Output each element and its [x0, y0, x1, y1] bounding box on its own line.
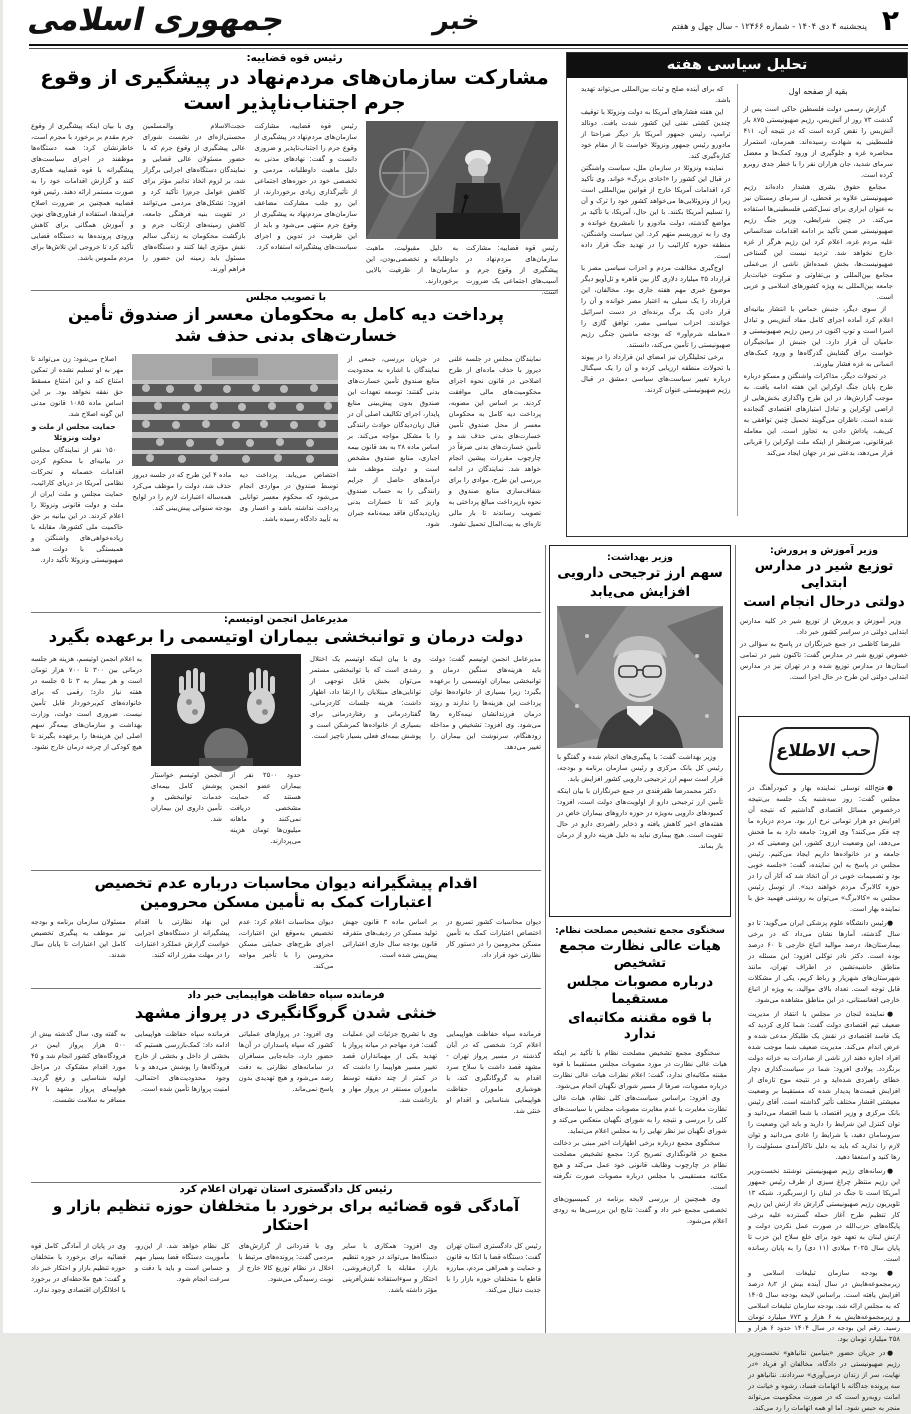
item-body [740, 616, 908, 683]
article-column: رئیس قوه قضاییه، مشارکت سازمان‌های مردم‌نهاد در پیشگیری از وقوع جرم را اجتناب‌ناپذیر و ضروری دانست و گفت: نهادهای مدنی به دلیل ماهیت داوطلبانه، مردمی و تخصصی خود در حوزه‌های اجتماعی از تأثیرگذاری زیادی برخوردارند، از این رو جلب مشارکت مضاعف سازمان‌های مردم‌نهاد به پیشگیری از وقوع جرم منتهی می‌شود و باید از این ظرفیت در تدوین و اجرای سیاست‌های پیشگیرانه استفاده کرد. [254, 122, 357, 251]
item-headline-line2: افزایش می‌یابد [589, 583, 691, 600]
item-kicker: وزیر آموزش و پرورش: [769, 545, 879, 556]
article-autism [31, 614, 541, 868]
hobb-bullet-item: ●نماینده لنجان در مجلس با انتقاد از مدیریت ضعیف تیم اقتصادی دولت گفت: شما کاری کردید که یک فاسد اقتصادی در نقش یک طلبکار مدعی شده و عرض اندام می‌کند. مدیریت ضعیف شما موجب شده افراد اجازه دهند ارز ناشی از صادرات به خزانه دولت برنگردد. پولادی افزود: شما در سیاست‌گذاری دچار خطای راهبردی شده‌اید و در نتیجه موج تازه‌ای از افزایش قیمت‌ها پدیدار شده که مستقیما بر وضعیت معیشتی اقشار مختلف تأثیر گذاشته است. آقای رئیس بانک مرکزی و وزیر اقتصاد، یا شما اقتصاد می‌دانید و توان کنترل این شرایط را دارید و باید این وضعیت را سروسامان دهید، یا شرایط را عادی می‌دانید و توان لازم را ندارید که باید به دلیل ناکارآمدی مسئولیت را رها کنید و استعفا دهید. [748, 1010, 900, 1161]
article-column: به گفته وی، سال گذشته بیش از ۵۰۰ هزار پرواز ایمن در فرودگاه‌های کشور انجام شد و ۴۵ مورد اقدام مشکوک در مراحل اولیه شناسایی و رفع گردید. هواپیمای پرواز مشهد با ۶۷ مسافر به سلامت نشست. [31, 1030, 126, 1104]
analysis-paragraph: گزارش رسمی دولت فلسطین حاکی است پس از گذشت ۷۳ روز از آتش‌بس، رژیم صهیونیستی ۸۷۵ بار آتش‌بس را نقض کرده است که در نتیجه آن، ۴۱۱ فلسطینی به شهادت رسیده‌اند. همزمان، استمرار محاصره غزه و جلوگیری از ورود کمک‌ها و معضل سرمای شدید، جان هزاران نفر را با خطر جدی روبرو کرده است. [743, 104, 893, 179]
column-divider [545, 545, 546, 1333]
analysis-paragraph: که برای آینده صلح و ثبات بین‌المللی می‌تواند تهدید باشد. [581, 85, 731, 104]
analysis-column-left [575, 84, 737, 516]
hobb-items [748, 783, 900, 1414]
article-column: وی با تشریح جزئیات این عملیات گفت: فرد مهاجم در میانه پرواز با تهدید یکی از مهمانداران قصد تغییر مسیر هواپیما را داشت که در کمتر از چند دقیقه توسط ماموران مستقر در پرواز مهار و بازداشت شد. [342, 1030, 438, 1104]
hobb-bullet-item: ●بودجه سازمان تبلیغات اسلامی و زیرمجموعه‌هایش در سال آینده بیش از ۸٫۲ درصد افزایش یافته است. براساس لایحه بودجه سال ۱۴۰۵ که به مجلس ارائه شد، بودجه سازمان تبلیغات اسلامی و زیرمجموعه‌هایش به ۶ هزار و ۷۷۳ میلیارد تومان رسید. رقم این بودجه در سال ۱۴۰۴ حدود ۶ هزار و ۲۵۸ میلیارد تومان بود. [748, 1269, 900, 1343]
under-photo-text: رئیس قوه قضاییه: مشارکت سازمان‌های مردم‌نهاد در پیشگیری از وقوع جرم و آسیب‌های اجتماعی یک ضرورت است. [466, 244, 558, 296]
article-column: رئیس کل دادگستری استان تهران گفت: دستگاه قضا با اتکا به قانون و حمایت و همراهی مردم، مبارزه قاطع با متخلفان حوزه بازار را با جدیت دنبال می‌کند. [446, 1241, 541, 1294]
hobb-ol-ettela-logo: حب الاطلاع [768, 727, 881, 775]
article-divider [31, 988, 541, 989]
article-column: دیوان محاسبات اعلام کرد: عدم تخصیص به‌موقع این اعتبارات، اجرای طرح‌های حمایتی مسکن محرومین را با تأخیر مواجه می‌کند. [238, 917, 334, 970]
under-photo-text: ماده ۴ این طرح که در جلسه دیروز حذف شد، دولت را موظف می‌کرد همه‌ساله اعتبارات لازم را در لوایح بودجه سنواتی پیش‌بینی کند. [132, 470, 232, 512]
article-headline-line2: اعتبارات کمک به تأمین مسکن محرومین [140, 892, 432, 911]
analysis-paragraph: نماینده ونزوئلا در سازمان ملل، سیاست واشنگتن در قبال این کشور را «اخاذی بزرگ» خواند. وی تأکید کرد اقدامات آمریکا خارج از قوانین بین‌المللی است زیرا از ونزوئلایی‌ها می‌خواهد کشور خود را ترک و آن را تسلیم آمریکا بکنند. با این حال، آمریکا، با تأکید بر مواضع گذشته، دولت مادورو را نامشروع خوانده و وی را به تروریسم متهم کرد. این سیاست واشنگتن، منطقه حوزه کارائیب را در تهدید جنگ قرار داده است. [581, 164, 731, 260]
article-column-last: به اعلام انجمن اوتیسم، هزینه هر جلسه درمانی بین ۳۰۰ تا ۷۰۰ هزار تومان است و هر بیمار به ۳ تا ۵ جلسه در هفته نیاز دارد؛ رقمی که برای خانواده‌های کم‌برخوردار قابل تأمین نیست. ضروری است دولت، وزارت بهداشت و سازمان‌های بیمه‌گر سهم اصلی این هزینه‌ها را برعهده بگیرند تا هیچ کودکی از چرخه درمان خارج نشود. [31, 654, 142, 751]
analysis-paragraph: برخی تحلیلگران نیز امضای این قرارداد را در پیوند با تحولات منطقه ارزیابی کرده و آن را یک سیگنال درباره تغییر سیاست‌های سیاسی دمشق در قبال رژیم صهیونیستی عنوان کردند. [581, 353, 731, 394]
article-headline-line1: اقدام پیشگیرانه دیوان محاسبات درباره عدم تخصیص [94, 874, 478, 892]
under-photo-text: حدود ۲۵۰۰ نفر از بیماران عضو انجمن هستند که حمایت مشخصی دریافت نمی‌کنند و ماهانه میلیون‌ها تومان هزینه می‌پردازند. [230, 770, 301, 845]
under-photo-text: اختصاص می‌یابد. پرداخت دیه توسط صندوق در مواردی انجام می‌شود که محکوم معسر توانایی پرداخت نداشته باشد و اعسار وی به تأیید دادگاه رسیده باشد. [239, 470, 339, 523]
article-headline: آمادگی قوه قضائیه برای برخورد با متخلفان حوزه تنظیم بازار و احتکار [52, 1197, 520, 1234]
article-divider [31, 1182, 541, 1183]
article-headline: دولت درمان و توانبخشی بیماران اوتیسمی را برعهده بگیرد [48, 627, 524, 646]
item-paragraph: وی همچنین از بررسی لایحه برنامه در کمیسیون‌های تخصصی مجمع خبر داد و گفت: نتایج این بررسی‌ها به زودی اعلام می‌شود. [553, 1195, 727, 1226]
article-kicker: رئیس قوه قضاییه: [246, 52, 343, 64]
item-headline-line1: توزیع شیر در مدارس ابتدایی [754, 558, 894, 591]
dateline: پنجشنبه ۴ دی ۱۴۰۴ - شماره ۱۲۴۶۶ - سال چهل و هفتم [671, 22, 867, 32]
newspaper-masthead: جمهوری اسلامی [25, 2, 289, 38]
article-kicker: مدیرعامل انجمن اوتیسم: [223, 614, 349, 625]
article-column: در جریان بررسی، جمعی از نمایندگان با اشاره به محدودیت منابع صندوق تأمین خسارت‌های بدنی گفتند: توسعه تعهدات این صندوق بدون پیش‌بینی منابع پایدار، اجرای تکالیف اصلی آن در قبال زیان‌دیدگان حوادث رانندگی را با مشکل مواجه می‌کند. بر اساس ماده ۲۸ به بعد قانون بیمه اجباری، منابع صندوق مشخص است و دولت موظف شد درآمدهای حاصل از جرایم رانندگی را به حساب صندوق واریز کند تا خسارات بدنی زیان‌دیدگان فاقد بیمه‌نامه جبران شود. [347, 354, 440, 528]
article-paragraph: اصلاح می‌شود: زن می‌تواند تا مهر به او تسلیم نشده از تمکین امتناع کند و این امتناع مسقط حق نفقه نخواهد بود. بر این اساس ماده ۱۰۸۵ قانون مدنی این گونه اصلاح شد. [31, 354, 124, 418]
article-column: فرمانده سپاه حفاظت هواپیمایی ادامه داد: کمک‌بازرسی هستیم که بخشی از داخل و بخشی از خارج فرودگاه‌ها را پوشش می‌دهد و با وجود محدودیت‌های احتمالی، امنیت پروازها تأمین شده است. [134, 1030, 230, 1093]
analysis-paragraph: از سوی دیگر، جنبش حماس با انتشار بیانیه‌ای اعلام کرد آماده اجرای کامل مفاد آتش‌بس و تبادل اسرا است و توپ اکنون در زمین رژیم صهیونیستی و حامیان آن قرار دارد. این جنبش از میانجیگران خواست برای گشایش گذرگاه‌ها و ورود کمک‌های انسانی به غزه فشار بیاورند. [743, 304, 893, 368]
inline-subhead-venezuela: حمایت مجلس از ملت و دولت ونزوئلا [31, 421, 116, 443]
item-body [553, 1048, 727, 1227]
section-title-calligraphy: خبر [431, 6, 483, 36]
health-minister-box [549, 545, 731, 917]
page-number: ۲ [881, 4, 899, 37]
article-market-regulation [31, 1184, 541, 1333]
article-column: بر اساس ماده ۳ قانون جهش تولید مسکن در ردیف‌های متفرقه قانون بودجه سال جاری اعتباراتی پیش‌بینی شده است. [342, 917, 438, 959]
article-column: مدیرعامل انجمن اوتیسم گفت: دولت باید هزینه‌های سنگین درمان و توانبخشی بیماران اوتیسمی را برعهده بگیرد؛ زیرا بسیاری از خانواده‌ها توان پرداخت این هزینه‌ها را ندارند و روند درمان فرزندانشان نیمه‌کاره رها می‌شود. وی افزود: تشخیص و مداخله زودهنگام، سرنوشت این بیماران را تغییر می‌دهد. [430, 654, 541, 751]
article-column: مسئولان سازمان برنامه و بودجه نیز موظف به پیگیری تخصیص کامل این اعتبارات تا پایان سال شدند. [31, 917, 126, 959]
article-headline: مشارکت سازمان‌های مردم‌نهاد در پیشگیری از وقوع جرم اجتناب‌ناپذیر است [40, 65, 549, 114]
article-divider [31, 612, 541, 613]
item-paragraph: سخنگوی مجمع تشخیص مصلحت نظام با تأکید بر اینکه هیات عالی نظارت در مورد مصوبات مجلس مستقیما با قوه مقننه مکاتبه‌ای ندارد، گفت: اعلام نظرات هیات عالی نظارت درباره مصوبات، صرفا از مسیر شورای نگهبان انجام می‌شود. [553, 1049, 727, 1091]
article-column: وی افزود: همکاری با سایر دستگاه‌ها می‌تواند در حوزه تنظیم بازار، مقابله با گران‌فروشی، احتکار و سوءاستفاده نقش‌آفرینی مؤثر داشته باشد. [342, 1241, 438, 1294]
article-court-of-audit [31, 874, 541, 986]
column-divider [735, 545, 736, 1333]
under-photo-text: انجمن اوتیسم خواستار پوشش کامل بیمه‌ای خدمات توانبخشی و تأمین داروی این بیماران شد. [151, 770, 222, 823]
item-headline-line1: سهم ارز ترجیحی دارویی [557, 565, 723, 581]
article-headline: خنثی شدن گروگانگیری در پرواز مشهد [134, 1003, 438, 1022]
article-column: وی با قدردانی از گزارش‌های مردمی گفت: پرونده‌های مرتبط با اخلال در نظام توزیع کالا خارج از نوبت رسیدگی می‌شود. [238, 1241, 334, 1283]
newspaper-page [3, 0, 911, 1412]
article-diyeh-fund [31, 292, 541, 610]
item-paragraph: دکتر محمدرضا ظفرقندی در جمع خبرنگاران با بیان اینکه تأمین ارز ترجیحی دارو از اولویت‌های دولت است، افزود: کمبودهای دارویی به‌ویژه در حوزه داروهای بیماران خاص در هفته‌های اخیر کاهش یافته و ذخایر راهبردی دارو در حال تقویت است. هیچ بیماری نباید به دلیل هزینه دارو از درمان باز بماند. [557, 786, 723, 850]
health-minister-portrait-photo [557, 606, 723, 748]
item-kicker: سخنگوی مجمع تشخیص مصلحت نظام: [555, 926, 725, 936]
article-column: این نهاد نظارتی با اقدام پیشگیرانه از دستگاه‌های اجرایی خواست گزارش عملکرد اعتبارات را در مهلت مقرر ارائه کنند. [134, 917, 230, 959]
article-kicker: با تصویب مجلس [245, 292, 327, 303]
article-hijack-foiled [31, 990, 541, 1180]
hobb-ol-ettela-column-box [738, 716, 910, 1412]
article-paragraph: ۱۵۰ نفر از نمایندگان مجلس در بیانیه‌ای با محکوم کردن اقدامات خصمانه و تحرکات نظامی آمریکا در دریای کارائیب، حمایت مجلس و ملت ایران از ملت و دولت قانونی ونزوئلا را اعلام کردند. در این بیانیه بر حق حاکمیت ملی کشورها، مقابله با زیاده‌خواهی‌های واشنگتن و همبستگی با دولت ضد صهیونیستی ونزوئلا تأکید دارد. [31, 446, 124, 565]
article-column: نمایندگان مجلس در جلسه علنی دیروز با حذف ماده‌ای از طرح اصلاحی در قانون نحوه اجرای محکومیت‌های مالی موافقت کردند. بر اساس این مصوبه، پرداخت دیه کامل به محکومان معسر از محل صندوق تأمین خسارت‌های بدنی حذف شد و تأمین خسارت‌های بدنی صرفاً در چارچوب مقررات پیشین انجام خواهد شد. نمایندگان در ادامه بررسی این طرح، موادی را برای شفاف‌سازی منابع صندوق و نحوه بازپرداخت مبالغ پرداختی به تصویب رساندند تا بار مالی تازه‌ای به بیت‌المال تحمیل نشود. [448, 354, 541, 528]
article-column: حجت‌الاسلام والمسلمین محسنی‌اژه‌ای در نشست شورای عالی پیشگیری از وقوع جرم که با حضور مسئولان عالی قضایی و نمایندگان دستگاه‌های اجرایی برگزار شد، بر لزوم اتخاذ تدابیر مؤثر برای کاهش عوامل جرم‌زا تأکید کرد و افزود: تشکل‌های مردمی می‌توانند در تقویت بنیه فرهنگی جامعه، کاهش زمینه‌های ارتکاب جرم و بازگشت محکومان به زندگی سالم نقش مؤثری ایفا کنند و دستگاه‌های مسئول باید زمینه این حضور را فراهم آورند. [142, 122, 246, 273]
education-minister-item [740, 545, 908, 712]
article-judiciary-ngo [30, 52, 558, 296]
child-painted-hands-photo [151, 654, 301, 766]
analysis-paragraph: در تحولات دیگر، مذاکرات واشنگتن و مسکو درباره طرح پایان جنگ اوکراین این هفته ادامه یافت. به موجب گزارش‌ها، در این طرح واگذاری بخش‌هایی از اراضی اوکراین و تبادل امتیازهای اقتصادی گنجانده شده است. ناظران می‌گویند تحمیل چنین توافقی به کی‌یف، پاداش دادن به تجاوز است. این معامله غیرقانونی، صرفنظر از اینکه ملت اوکراین را قربانی قرار می‌دهد، بدعتی نیز در جهان ایجاد می‌کند [743, 371, 893, 457]
hobb-bullet-item: ●فتح‌الله توسلی نماینده بهار و کبودرآهنگ در مجلس گفت: روز سه‌شنبه یک جلسه بی‌نتیجه درخصوص مسائل اقتصادی گذاشتیم که نتیجه آن افزایش دو هزار تومانی نرخ ارز بود. مردم درباره ما چه فکر می‌کنند؟ وی افزود: جامعه دارد به ما فحش می‌دهد، این وضعیت ارزی کشور، این وضعیتی که در جامعه و در خانواده‌ها داریم ایجاد می‌کنیم. رئیس مجلس در پاسخ به این نماینده، گفت: «جلسه خوبی بود و تصمیمات خوبی در آن اتخاذ شد که آثار آن را در حوزه کالابرگ مردم خواهند دید». از توسل رئیس مجلس به «کالابرگ» می‌توان به روشنی فهمید حق با نماینده بهار است. [748, 784, 900, 913]
analysis-paragraph: اوج‌گیری مخالفت مردم و احزاب سیاسی مصر با قرارداد ۳۵ میلیارد دلاری گاز بین قاهره و تل‌آویو دیگر موضوع خبری مهم هفته جاری بود. مخالفان، این قرارداد را یک سیلی به اعتبار مصر خوانده و آن را قرار دادن یک برگ برنده‌ای در دست اسرائیل خواندند. احزاب سیاسی مصر، توافق گازی را «معامله شرم‌آور» که بودجه ماشین جنگی رژیم صهیونیستی را تأمین می‌کند، دانستند. [581, 264, 731, 349]
analysis-column-right [737, 84, 900, 516]
article-column-last [31, 354, 123, 616]
article-column: وی افزود: در پروازهای عملیاتی کشور که سپاه پاسداران در آن‌ها حضور دارد، جابه‌جایی مسافران در سامانه‌های نظارتی به دقت رصد می‌شود و هیچ تهدیدی بدون پاسخ نمی‌ماند. [238, 1030, 334, 1093]
article-column: کل نظام خواهد شد. از این‌رو، مأموریت دستگاه قضا بسیار مهم و حساس است و باید با دقت و سرعت انجام شود. [134, 1241, 230, 1283]
article-divider [31, 290, 558, 291]
article-column: دیوان محاسبات کشور تسریع در اختصاص اعتبارات کمک به تأمین مسکن محرومین را در دستور کار نظارتی خود قرار داد. [446, 917, 541, 959]
article-column: وی در پایان از آمادگی کامل قوه قضائیه برای برخورد با متخلفان حوزه تنظیم بازار و احتکار خبر داد و گفت: هیچ ملاحظه‌ای در برخورد با اخلالگران اقتصادی وجود ندارد. [31, 1241, 126, 1294]
item-kicker: وزیر بهداشت: [607, 552, 673, 563]
item-body [557, 752, 723, 852]
header-rule-thin [29, 48, 908, 49]
analysis-paragraph: مجامع حقوق بشری هشدار داده‌اند رژیم صهیونیستی علاوه بر قحطی، از سرمای زمستان نیز به عنوان ابزاری برای نسل‌کشی فلسطینی‌ها استفاده می‌کند. در چنین شرایطی، وزیر جنگ رژیم صهیونیستی ضمن تأکید بر ادامه اقدامات ضدانسانی علیه مردم غزه، اعلام کرد این رژیم هرگز از غزه خارج نخواهد شد. تردید نیست این گستاخی صهیونیست‌ها، بخش عمده‌اش ناشی از بی‌عملی مجامع بین‌المللی و بی‌تفاوتی و سکوت خیانت‌بار جامعه بین‌المللی به ویژه کشورهای اسلامی و عربی است. [743, 182, 893, 301]
judiciary-speech-photo [366, 121, 558, 239]
header-rule [29, 44, 908, 46]
item-headline-line3: با قوه مقننه مکاتبه‌ای ندارد [568, 1009, 712, 1043]
hobb-bullet-item: ●رئیس دانشگاه علوم پزشکی ایران می‌گوید: تا دو سال گذشته، آمارها نشان می‌داد که در برخی بیمارستان‌ها، درصد موالید اتباع خارجی تا ۶۰ درصد بوده است. دکتر نادر توکلی افزود: این مسئله در مناطق حاشیه‌نشین در اطراف تهران، مانند شهرستان‌های شهریار و رباط کریم، یکی از مشکلات قابل توجه است. تعداد بالای موالید، به ویژه از اتباع خارجی افغانستانی، در این مناطق مشاهده می‌شود. [748, 919, 900, 1004]
parliament-session-photo [132, 354, 338, 466]
article-column: وی با بیان اینکه اوتیسم یک اختلال رشدی است که با توانبخشی مستمر می‌توان بخش قابل توجهی از توانایی‌های مبتلایان را ارتقا داد، اظهار داشت: هزینه جلسات کاردرمانی، گفتاردرمانی و رفتاردرمانی برای بسیاری از خانواده‌ها کمرشکن است و پوشش بیمه‌ای فعلی بسیار ناچیز است. [310, 654, 421, 740]
weekly-political-analysis-box [566, 52, 908, 537]
article-kicker: رئیس کل دادگستری استان تهران اعلام کرد [179, 1184, 393, 1195]
item-headline-line2: درباره مصوبات مجلس مستقیما [566, 973, 714, 1007]
under-photo-text: به دلیل مقبولیت، ماهیت داوطلبانه و تخصصی‌بودن، این سازمان‌ها از ظرفیت بالایی برخوردارند. [366, 244, 458, 285]
analysis-title-bar: تحلیل سیاسی هفته [567, 53, 907, 78]
hobb-bullet-item: ●در جریان حضور «بنیامین نتانیاهو» نخست‌وزیر رژیم صهیونیستی در دادگاه، مخالفان او فریاد «در نهایت، سر از زندان درمی‌آوری» سردادند. نتانیاهو در سه پرونده جداگانه با اتهامات فساد، رشوه و خیانت در امانت روبه‌رو است که در صورت محکومیت می‌تواند منجر به حبس شود. اما او همه اتهامات را رد می‌کند. [748, 1349, 900, 1412]
article-divider [31, 870, 541, 871]
item-paragraph: وی افزود: براساس سیاست‌های کلی نظام، هیات عالی نظارت مغایرت یا عدم مغایرت مصوبات مجلس با سیاست‌های کلی را بررسی و نتیجه را به شورای نگهبان منعکس می‌کند و شورای نگهبان نیز نظر نهایی را به مجلس اعلام می‌نماید. [553, 1094, 727, 1136]
analysis-paragraph: این هفته فشارهای آمریکا به دولت ونزوئلا با توقیف چندین کشتی نفتی این کشور شدت یافت. دونالد ترامپ، رئیس جمهور آمریکا بار دیگر صراحتا از مادورو رئیس جمهور ونزوئلا خواست تا از مقام خود کناره‌گیری کند. [581, 108, 731, 160]
article-column: وی با بیان اینکه پیشگیری از وقوع جرم مقدم بر برخورد با مجرم است، خاطرنشان کرد: همه دستگاه‌ها موظفند در اجرای سیاست‌های پیشگیرانه با قوه قضاییه همکاری کنند و گزارش اقدامات خود را به صورت مستمر ارائه دهند. رئیس قوه قضاییه همچنین بر ضرورت اصلاح فرآیندها، استفاده از فناوری‌های نوین و آموزش همگانی برای کاهش ورودی پرونده‌ها به دستگاه قضایی تأکید کرد تا خروجی این تلاش‌ها برای مردم ملموس باشد. [30, 122, 134, 262]
item-paragraph: وزیر بهداشت گفت: با پیگیری‌های انجام شده و گفتگو با رئیس کل بانک مرکزی و رئیس سازمان برنامه و بودجه، قرار است سهم ارز ترجیحی دارویی کشور افزایش یابد. [557, 752, 723, 783]
hobb-bullet-item: ●رسانه‌های رژیم صهیونیستی نوشتند نخست‌وزیر این رژیم منتظر چراغ سبزی از طرف رئیس جمهور آمریکا است تا جنگ در لبنان را ازسربگیرد. شبکه ۱۳ تلویزیون رژیم صهیونیستی گزارش داد ارتش این رژیم کار تنظیم طرح آغاز حمله گسترده علیه برخی پایگاه‌های حزب‌الله در صورت عمل نکردن دولت و ارتش لبنان به تعهد خود برای خلع سلاح این حزب تا پایان سال ۲۰۲۵ میلادی (۱۱ دی) را به پایان رسانده است. [748, 1167, 900, 1263]
item-headline-line1: هیات عالی نظارت مجمع تشخیص [559, 938, 721, 971]
article-column: فرمانده سپاه حفاظت هواپیمایی اعلام کرد: شخصی که در آبان گذشته در مسیر پرواز تهران - مشهد قصد داشت با سلاح سرد اقدام به گروگانگیری کند، با هوشیاری ماموران حفاظت هواپیمایی شناسایی و اقدام او خنثی شد. [446, 1030, 541, 1115]
item-paragraph: علیرضا کاظمی در جمع خبرنگاران در پاسخ به سؤالی در خصوص توزیع شیر در مدارس گفت: تاکنون شیر در تمامی استان‌ها در مدارس توزیع شده و در تهران نیز در مدارس ابتدایی دولتی این طرح در حال اجرا است. [740, 639, 908, 681]
article-kicker: فرمانده سپاه حفاظت هواپیمایی خبر داد [187, 990, 385, 1001]
item-paragraph: سخنگوی مجمع درباره برخی اظهارات اخیر مبنی بر دخالت مجمع در قانونگذاری تصریح کرد: مجمع تشخیص مصلحت نظام در چارچوب وظایف قانونی خود عمل می‌کند و هیچ مکاتبه مستقیمی با مجلس درباره مصوبات صورت نگرفته است. [553, 1139, 727, 1192]
continued-from-page-one-note: بقیه از صفحه اول [788, 87, 848, 96]
item-headline-line2: دولتی درحال انجام است [743, 593, 905, 610]
expediency-council-item [549, 926, 731, 1333]
article-headline: پرداخت دیه کامل به محکومان معسر از صندوق تأمین خسارت‌های بدنی حذف شد [67, 305, 504, 347]
item-paragraph: وزیر آموزش و پرورش از توزیع شیر در کلیه مدارس ابتدایی دولتی در سراسر کشور خبر داد. [740, 616, 908, 636]
